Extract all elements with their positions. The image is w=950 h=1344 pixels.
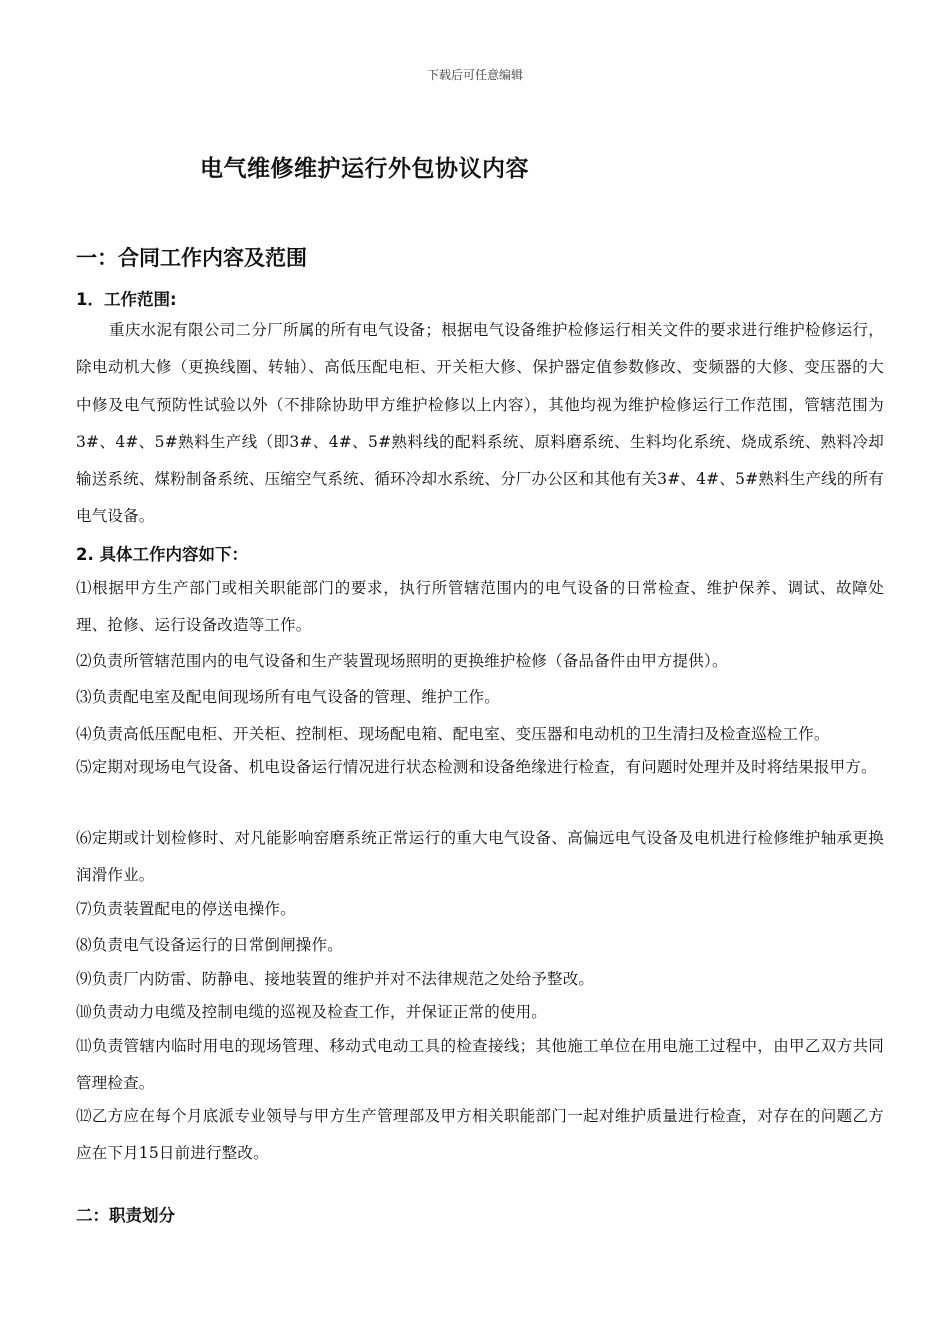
work-item-8: ⑻负责电气设备运行的日常倒闸操作。 [76,936,343,954]
work-item-12: ⑿乙方应在每个月底派专业领导与甲方生产管理部及甲方相关职能部门一起对维护质量进行检查，对存在的问题乙方应在下月15日前进行整改。 [76,1107,884,1162]
work-item-2: ⑵负责所管辖范围内的电气设备和生产装置现场照明的更换维护检修（备品备件由甲方提供）。 [76,652,728,670]
work-item-7: ⑺负责装置配电的停送电操作。 [76,900,296,918]
work-item-6: ⑹定期或计划检修时、对凡能影响窑磨系统正常运行的重大电气设备、高偏远电气设备及电机进行检修维护轴承更换润滑作业。 [76,829,884,884]
work-item-3: ⑶负责配电室及配电间现场所有电气设备的管理、维护工作。 [76,688,500,706]
work-item-4: ⑷负责高低压配电柜、开关柜、控制柜、现场配电箱、配电室、变压器和电动机的卫生清扫及检查巡检工作。 [76,725,830,743]
work-item-9: ⑼负责厂内防雷、防静电、接地装置的维护并对不法律规范之处给予整改。 [76,970,595,988]
work-item-1: ⑴根据甲方生产部门或相关职能部门的要求，执行所管辖范围内的电气设备的日常检查、维护保养、调试、故障处理、抢修、运行设备改造等工作。 [76,579,884,634]
work-item-10: ⑽负责动力电缆及控制电缆的巡视及检查工作，并保证正常的使用。 [76,1003,548,1021]
work-item-11: ⑾负责管辖内临时用电的现场管理、移动式电动工具的检查接线；其他施工单位在用电施工过程中，由甲乙双方共同管理检查。 [76,1037,884,1092]
section-heading-responsibilities: 二：职责划分 [76,1206,175,1225]
section-heading-scope: 一：合同工作内容及范围 [76,246,307,270]
subsection-heading-work-details: 2. 具体工作内容如下： [76,545,248,564]
document-title: 电气维修维护运行外包协议内容 [200,156,529,182]
header-note: 下载后可任意编辑 [426,68,523,82]
work-item-5: ⑸定期对现场电气设备、机电设备运行情况进行状态检测和设备绝缘进行检查，有问题时处理并及时将结果报甲方。 [76,758,877,776]
work-scope-paragraph: 重庆水泥有限公司二分厂所属的所有电气设备；根据电气设备维护检修运行相关文件的要求进行维护检修运行，除电动机大修（更换线圈、转轴）、高低压配电柜、开关柜大修、保护器定值参数修改、变频器的大修、变压器的大中修及电气预防性试验以外（不排除协助甲方维护检修以上内容），其他均视为维护检修运行工作范围，管辖范围为3#、4#、5#熟料生产线（即3#、4#、5#熟料线的配料系统、原料磨系统、生料均化系统、烧成系统、熟料冷却输送系统、煤粉制备系统、压缩空气系统、循环冷却水系统、分厂办公区和其他有关3#、4#、5#熟料生产线的所有电气设备。 [76,321,884,526]
subsection-heading-work-scope: 1．工作范围: [76,290,177,309]
